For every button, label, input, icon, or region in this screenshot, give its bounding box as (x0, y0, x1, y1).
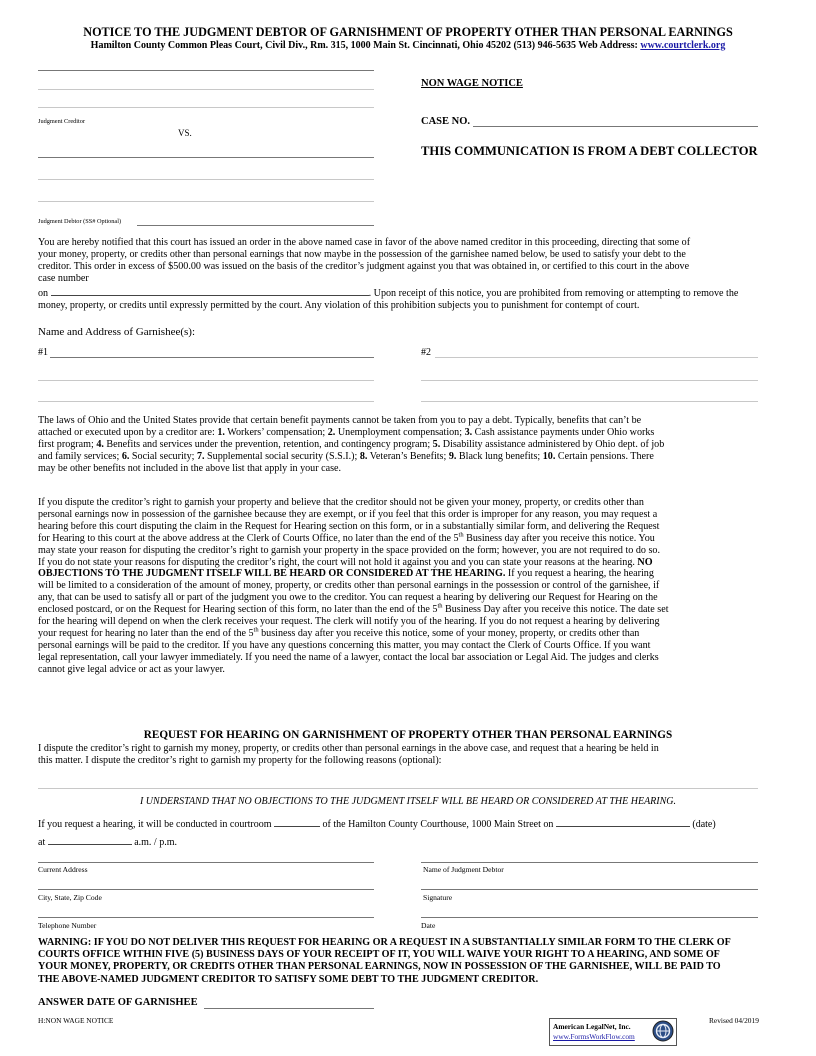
garnishee-2-label: #2 (421, 347, 431, 358)
warning-line: WARNING: IF YOU DO NOT DELIVER THIS REQUEST FOR HEARING OR A REQUEST IN A SUBSTANTIALLY SIMILAR FORM TO THE CLERK OF (38, 937, 731, 948)
garnishee-2-line-3[interactable] (421, 401, 758, 402)
notice-line: . Upon receipt of this notice, you are prohibited from removing or attempting to remove the (368, 287, 739, 299)
dispute-line: legal representation, call your lawyer immediately. If you need the name of a lawyer, contact the local bar association or Legal Aid. The judges and clerks (38, 651, 659, 663)
creditor-line-2[interactable] (38, 89, 374, 90)
garnishee-2-line-2[interactable] (421, 380, 758, 381)
warning-block (38, 937, 790, 986)
telephone-line[interactable] (38, 917, 374, 918)
dispute-line: personal earnings now in possession of the garnishee because they are exempt, or if you feel that this order is improper for any reason, you may request a (38, 508, 658, 520)
versus-label: VS. (178, 128, 192, 138)
dispute-line: will be limited to a consideration of the amount of money, property, or credits other than personal earnings in the possession or control of the garnishee, if (38, 580, 660, 592)
notice-type: NON WAGE NOTICE (421, 78, 523, 89)
benefits-line: and family services; 6. Social security; 7. Supplemental social security (S.S.I.); 8. Veteran’s Benefits; 9. Black lung benefits; 10. Certain pensions. There (38, 450, 654, 462)
request-line: I dispute the creditor’s right to garnish my money, property, or credits other than personal earnings in the above case, and request that a hearing be held in (38, 743, 659, 754)
reasons-line[interactable] (38, 788, 758, 789)
garnishee-1-line-1[interactable] (50, 357, 374, 358)
court-address-line (0, 40, 816, 51)
hearing-time-line: at a.m. / p.m. (38, 834, 177, 848)
telephone-label: Telephone Number (38, 921, 97, 930)
garnishee-1-label: #1 (38, 347, 48, 358)
dispute-line: cannot give legal advice or act as your lawyer. (38, 663, 225, 675)
dispute-line: personal earnings will be paid to the creditor. If you have any questions concerning this matter, you may contact the Clerk of Courts Office. If you want (38, 639, 651, 651)
benefits-line: first program; 4. Benefits and services under the prevention, retention, and contingency program; 5. Disability assistance administered by Ohio dept. of job (38, 438, 665, 450)
notice-on-label: on (38, 287, 49, 299)
debtor-ssn-line[interactable] (137, 225, 374, 226)
dispute-line: for the hearing will depend on when the clerk receives your request. The clerk will notify you of the hearing. If you do not request a hearing by delivering (38, 616, 660, 628)
benefits-line: attached or executed upon by a creditor are: 1. Workers’ compensation; 2. Unemployment compensation; 3. Cash assistance payments under Ohio works (38, 426, 655, 438)
debtor-line-1[interactable] (38, 157, 374, 158)
dispute-line: If you dispute the creditor’s right to garnish your property and believe that the creditor should not be given your money, property, or credits other than (38, 497, 644, 508)
no-objections-statement: I UNDERSTAND THAT NO OBJECTIONS TO THE JUDGMENT ITSELF WILL BE HEARD OR CONSIDERED AT THE HEARING. (139, 796, 677, 807)
court-address-text: Hamilton County Common Pleas Court, Civil Div., Rm. 315, 1000 Main St. Cincinnati, Ohio 45202 (513) 946-5635 Web Address: (90, 40, 638, 51)
answer-date-label: ANSWER DATE OF GARNISHEE (38, 997, 198, 1008)
city-state-zip-line[interactable] (38, 889, 374, 890)
logo-url: www.FormsWorkFlow.com (553, 1032, 635, 1041)
signature-line[interactable] (421, 889, 758, 890)
courtroom-line: If you request a hearing, it will be conducted in courtroom of the Hamilton County Courthouse, 1000 Main Street on (date) (38, 816, 716, 830)
benefits-line: may be other benefits not included in the above list that apply in your case. (38, 462, 342, 474)
dispute-line: hearing before this court disputing the claim in the Request for Hearing section on this form, or in a substantially similar form, and delivering the Request (38, 520, 660, 532)
revised-date: Revised 04/2019 (709, 1016, 759, 1025)
notice-line-date (38, 285, 782, 300)
garnishee-1-line-3[interactable] (38, 401, 374, 402)
benefits-paragraph (38, 415, 782, 475)
notice-line: your money, property, or credits other than personal earnings that now maybe in the possession of the garnishee named below, be used to satisfy your debt to the (38, 248, 686, 260)
hearing-time-field[interactable] (48, 834, 132, 845)
judgment-creditor-label: Judgment Creditor (38, 118, 86, 125)
courtroom-field[interactable] (274, 816, 320, 827)
notice-line: case number (38, 272, 89, 284)
form-id: H:NON WAGE NOTICE (38, 1016, 114, 1025)
debtor-line-3[interactable] (38, 201, 374, 202)
request-line: this matter. I dispute the creditor’s right to garnish my property for the following reasons (optional): (38, 754, 442, 766)
dispute-paragraph (38, 497, 782, 676)
current-address-line[interactable] (38, 862, 374, 863)
page-title: NOTICE TO THE JUDGMENT DEBTOR OF GARNISHMENT OF PROPERTY OTHER THAN PERSONAL EARNINGS (83, 25, 733, 39)
creditor-line-3[interactable] (38, 107, 374, 108)
garnishee-2-line-1[interactable] (435, 357, 758, 358)
case-number-label: CASE NO. (421, 116, 471, 127)
notice-line: You are hereby notified that this court has issued an order in the above named case in favor of the above named creditor in this proceeding, directing that some of (38, 237, 691, 248)
logo-company-name: American LegalNet, Inc. (553, 1022, 631, 1031)
judgment-debtor-label: Judgment Debtor (SS# Optional) (38, 218, 122, 225)
debt-collector-notice: THIS COMMUNICATION IS FROM A DEBT COLLECTOR (421, 144, 758, 158)
debtor-name-label: Name of Judgment Debtor (423, 865, 504, 874)
request-title: REQUEST FOR HEARING ON GARNISHMENT OF PROPERTY OTHER THAN PERSONAL EARNINGS (143, 729, 673, 741)
notice-line: money, property, or credits until expressly permitted by the court. Any violation of this prohibition subjects you to punishment for contempt of court. (38, 299, 640, 311)
dispute-line: enclosed postcard, or on the Request for Hearing section of this form, no later than the end of the 5th Business Day after you receive this notice. The date set (38, 602, 669, 616)
warning-line: YOUR MONEY, PROPERTY, OR CREDITS OTHER THAN PERSONAL EARNINGS, NOW IN POSSESSION OF THE GARNISHEE, WILL BE PAID TO (38, 961, 721, 973)
court-web-link[interactable]: www.courtclerk.org (640, 40, 726, 51)
garnishee-label: Name and Address of Garnishee(s): (38, 326, 196, 338)
dispute-line: may state your reason for disputing the creditor’s right to garnish your property in the space provided on the form; however, you are not required to do so. (38, 544, 660, 556)
benefits-line: The laws of Ohio and the United States provide that certain benefit payments cannot be taken from you to pay a debt. Typically, benefits that can’t be (38, 415, 642, 426)
signature-label: Signature (423, 893, 453, 902)
globe-icon (652, 1020, 674, 1042)
notice-line: creditor. This order in excess of $500.00 was issued on the basis of the creditor’s judgment against you that was obtained in, or certified to this court in the above (38, 260, 690, 272)
debtor-name-line[interactable] (421, 862, 758, 863)
american-legalnet-logo[interactable] (549, 1018, 677, 1046)
warning-line: THE ABOVE-NAMED JUDGMENT CREDITOR TO SATISFY SOME DEBT TO THE JUDGMENT CREDITOR. (38, 973, 539, 985)
dispute-line: OBJECTIONS TO THE JUDGMENT ITSELF WILL BE HEARD OR CONSIDERED AT THE HEARING. If you request a hearing, the hearing (38, 568, 654, 580)
request-paragraph (38, 743, 782, 767)
debtor-line-2[interactable] (38, 179, 374, 180)
current-address-label: Current Address (38, 865, 88, 874)
dispute-line: your request for hearing no later than the end of the 5th business day after you receive this notice, some of your money, property, or credits other than (38, 626, 640, 639)
creditor-line-1[interactable] (38, 70, 374, 71)
case-number-line[interactable] (473, 126, 758, 127)
dispute-line: for Hearing to this court at the above address at the Clerk of Courts Office, no later than the end of the 5th Business day after you receive this notice. You (38, 531, 655, 544)
warning-line: COURTS OFFICE WITHIN FIVE (5) BUSINESS DAYS OF YOUR RECEIPT OF IT, YOU WILL WAIVE YOUR RIGHT TO A HEARING, AND SOME OF (38, 949, 720, 961)
dispute-line: any, that can be used to satisfy all or part of the judgment you owe to the creditor. You can request a hearing by delivering our Request for Hearing on the (38, 592, 658, 604)
hearing-date-field[interactable] (556, 816, 690, 827)
notice-paragraph (38, 237, 782, 311)
garnishee-1-line-2[interactable] (38, 380, 374, 381)
judgment-date-field[interactable] (51, 285, 369, 296)
city-state-zip-label: City, State, Zip Code (38, 893, 102, 902)
dispute-line: If you do not state your reasons for disputing the creditor’s right, the court will not hold it against you and you can state your reasons at the hearing. NO (38, 556, 653, 568)
answer-date-line[interactable] (204, 1008, 374, 1009)
date-line[interactable] (421, 917, 758, 918)
date-label: Date (421, 921, 436, 930)
